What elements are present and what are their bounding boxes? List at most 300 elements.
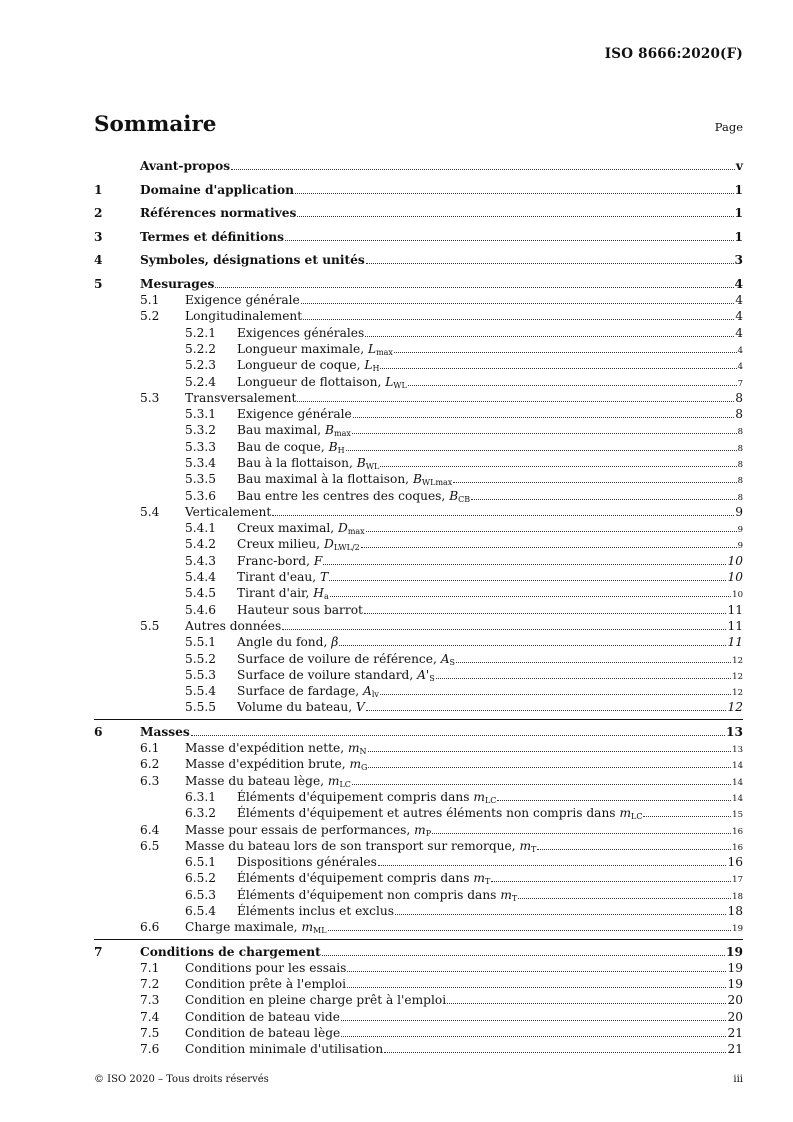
toc-entry-title: Masse pour essais de performances, $m_P$ bbox=[185, 822, 432, 838]
footer-copyright: © ISO 2020 – Tous droits réservés bbox=[94, 1074, 269, 1085]
toc-entry-number: 5.2.1 bbox=[185, 325, 217, 340]
toc-entry-title: Longueur de coque, $L_H$ bbox=[237, 358, 380, 374]
toc-entry-symbol-subscript: ML bbox=[313, 926, 327, 936]
toc-entry-number: 2 bbox=[94, 206, 103, 221]
toc-entry-number: 6.5.3 bbox=[185, 887, 217, 902]
toc-entry-symbol: B bbox=[356, 455, 366, 470]
toc-entry-symbol: m bbox=[619, 806, 631, 821]
toc-entry-symbol: B bbox=[449, 488, 459, 503]
toc-entry-number: 5.3.1 bbox=[185, 407, 217, 422]
toc-entry-number: 5.3.3 bbox=[185, 439, 217, 454]
toc-entry-title: Longueur de flottaison, $L_{WL}$ bbox=[237, 374, 407, 390]
dot-leader bbox=[297, 401, 734, 402]
toc-entry-number: 6.3.2 bbox=[185, 806, 217, 821]
toc-entry-title: Exigence générale bbox=[185, 293, 300, 308]
toc-entry-symbol-subscript: max bbox=[376, 347, 393, 357]
dot-leader bbox=[347, 971, 726, 972]
toc-entry-title: Condition en pleine charge prêt à l'emploi bbox=[185, 993, 447, 1008]
toc-entry-title: Bau de coque, $B_H$ bbox=[237, 439, 345, 455]
dot-leader bbox=[368, 751, 732, 752]
toc-entry-title: Franc-bord, F bbox=[237, 553, 323, 568]
toc-entry-number: 6.1 bbox=[140, 741, 160, 756]
toc-entry[interactable] bbox=[94, 869, 743, 885]
toc-entry-page: 11 bbox=[727, 618, 743, 633]
toc-entry-title: Surface de voilure de référence, $A_S$ bbox=[237, 651, 456, 667]
toc-entry-number: 5.3.5 bbox=[185, 472, 217, 487]
toc-entry-number: 3 bbox=[94, 229, 103, 244]
toc-entry-page: 8 bbox=[735, 407, 743, 422]
toc-entry-title: Creux maximal, $D_{max}$ bbox=[237, 521, 365, 537]
toc-entry-number: 5.4.2 bbox=[185, 537, 217, 552]
toc-entry-page: 18 bbox=[732, 891, 743, 902]
toc-entry-page: 14 bbox=[732, 793, 743, 804]
toc-entry-symbol-subscript: LC bbox=[484, 795, 497, 805]
toc-entry[interactable] bbox=[94, 600, 743, 616]
toc-entry-number: 5.5 bbox=[140, 618, 160, 633]
toc-entry[interactable] bbox=[94, 251, 743, 267]
dot-leader bbox=[518, 898, 731, 899]
toc-entry[interactable] bbox=[94, 837, 743, 853]
toc-entry-title: Éléments inclus et exclus bbox=[237, 904, 394, 918]
dot-leader bbox=[323, 564, 726, 565]
toc-entry-symbol-subscript: max bbox=[347, 527, 365, 537]
footer-page-number: iii bbox=[733, 1074, 743, 1085]
toc-entry[interactable] bbox=[94, 666, 743, 682]
dot-leader bbox=[453, 482, 736, 483]
toc-entry-title: Masse du bateau lège, $m_{LC}$ bbox=[185, 773, 351, 789]
toc-entry-title: Condition de bateau vide bbox=[185, 1009, 340, 1024]
dot-leader bbox=[346, 450, 737, 451]
toc-entry[interactable] bbox=[94, 771, 743, 787]
toc-entry-number: 6 bbox=[94, 724, 103, 739]
toc-entry-page: 11 bbox=[727, 635, 743, 650]
toc-entry[interactable] bbox=[94, 942, 743, 958]
toc-entry-page: 1 bbox=[734, 229, 743, 244]
toc-entry-page: 20 bbox=[727, 1009, 743, 1024]
toc-entry-symbol: A bbox=[363, 684, 372, 699]
toc-entry[interactable] bbox=[94, 372, 743, 388]
toc-entry-symbol: L bbox=[364, 358, 373, 373]
toc-entry-symbol-subscript: LWL/2 bbox=[333, 543, 360, 553]
toc-entry-title: Condition minimale d'utilisation bbox=[185, 1042, 384, 1057]
toc-entry-title: Mesurages bbox=[140, 276, 215, 291]
toc-entry-symbol-subscript: CB bbox=[458, 494, 471, 504]
toc-entry-title: Condition de bateau lège bbox=[185, 1026, 341, 1041]
toc-entry[interactable] bbox=[94, 649, 743, 665]
toc-entry[interactable] bbox=[94, 739, 743, 755]
toc-entry-symbol: D bbox=[338, 521, 348, 536]
toc-entry-page: 21 bbox=[727, 1042, 743, 1057]
toc-entry-page: 8 bbox=[737, 476, 743, 487]
dot-leader bbox=[380, 694, 731, 695]
toc-entry-page: 8 bbox=[737, 427, 743, 438]
toc-entry-number: 5.3.4 bbox=[185, 455, 217, 470]
page-title: Sommaire bbox=[94, 112, 217, 137]
toc-entry[interactable] bbox=[94, 340, 743, 356]
toc-entry-title: Longitudinalement bbox=[185, 309, 303, 324]
page-column-label: Page bbox=[714, 120, 743, 134]
toc-entry[interactable] bbox=[94, 535, 743, 551]
toc-entry[interactable] bbox=[94, 698, 743, 714]
toc-entry-title: Conditions de chargement bbox=[140, 944, 321, 959]
dot-leader bbox=[537, 849, 731, 850]
dot-leader bbox=[366, 710, 727, 711]
toc-entry-page: 12 bbox=[732, 688, 743, 699]
dot-leader bbox=[497, 800, 731, 801]
toc-entry-number: 6.4 bbox=[140, 822, 160, 837]
toc-entry-title: Charge maximale, $m_{ML}$ bbox=[185, 920, 327, 936]
toc-entry-number: 7.2 bbox=[140, 977, 160, 992]
dot-leader bbox=[643, 816, 731, 817]
toc-entry-page: 7 bbox=[737, 378, 743, 389]
dot-leader bbox=[380, 466, 736, 467]
toc-entry[interactable] bbox=[94, 437, 743, 453]
toc-entry-symbol-subscript: WLmax bbox=[421, 478, 453, 488]
toc-entry-number: 6.5 bbox=[140, 838, 160, 853]
toc-entry-page: 16 bbox=[727, 855, 743, 870]
toc-entry[interactable] bbox=[94, 633, 743, 649]
toc-entry-number: 7.3 bbox=[140, 993, 160, 1008]
toc-entry-page: 10 bbox=[727, 553, 743, 568]
toc-entry-number: 5.4.5 bbox=[185, 586, 217, 601]
toc-entry-symbol-subscript: H bbox=[337, 445, 345, 455]
dot-leader bbox=[364, 613, 727, 614]
toc-entry-symbol: V bbox=[355, 700, 365, 715]
toc-entry-symbol: m bbox=[414, 822, 426, 837]
toc-entry-page: 8 bbox=[737, 443, 743, 454]
toc-entry-symbol: D bbox=[324, 537, 334, 552]
dot-leader bbox=[297, 216, 733, 217]
dot-leader bbox=[432, 833, 731, 834]
toc-entry-symbol: m bbox=[473, 789, 485, 804]
toc-entry-title: Masse d'expédition nette, $m_N$ bbox=[185, 741, 367, 757]
toc-entry-symbol-subscript: S bbox=[449, 657, 456, 667]
toc-entry-number: 7.1 bbox=[140, 960, 160, 975]
toc-entry[interactable] bbox=[94, 902, 743, 918]
dot-leader bbox=[365, 336, 734, 337]
dot-leader bbox=[341, 1020, 727, 1021]
dot-leader bbox=[231, 169, 735, 170]
toc-entry-title: Surface de fardage, $A_{lv}$ bbox=[237, 684, 379, 700]
toc-entry-number: 6.6 bbox=[140, 920, 160, 935]
dot-leader bbox=[322, 955, 725, 956]
toc-entry-number: 7 bbox=[94, 944, 103, 959]
toc-entry-number: 5.4.6 bbox=[185, 602, 217, 617]
toc-entry-title: Masse d'expédition brute, $m_G$ bbox=[185, 757, 368, 773]
toc-entry[interactable] bbox=[94, 503, 743, 519]
toc-entry-number: 5.4.3 bbox=[185, 553, 217, 568]
toc-entry-page: 9 bbox=[737, 525, 743, 536]
dot-leader bbox=[191, 735, 725, 736]
toc-entry[interactable] bbox=[94, 519, 743, 535]
toc-entry-title: Conditions pour les essais bbox=[185, 960, 347, 975]
toc-entry-symbol: F bbox=[313, 553, 323, 568]
toc-entry-title: Éléments d'équipement compris dans $m_{LC}$ bbox=[237, 789, 497, 805]
toc-entry-title: Bau maximal à la flottaison, $B_{WLmax}$ bbox=[237, 472, 453, 488]
toc-entry-symbol: B bbox=[328, 439, 338, 454]
toc-entry-number: 5.2.4 bbox=[185, 374, 217, 389]
dot-leader bbox=[361, 547, 737, 548]
toc-entry-symbol: L bbox=[367, 341, 377, 356]
toc-entry-symbol: B bbox=[325, 423, 334, 438]
toc-entry-symbol: A' bbox=[417, 667, 430, 682]
toc-entry-symbol-subscript: lv bbox=[371, 690, 379, 700]
toc-entry-page: 16 bbox=[732, 826, 743, 837]
toc-entry-page: 12 bbox=[732, 655, 743, 666]
dot-leader bbox=[394, 352, 737, 353]
toc-entry[interactable] bbox=[94, 421, 743, 437]
toc-entry-page: 14 bbox=[732, 761, 743, 772]
toc-entry[interactable] bbox=[94, 1007, 743, 1023]
toc-entry-title: Exigence générale bbox=[237, 407, 352, 422]
toc-entry-page: 12 bbox=[727, 700, 743, 715]
toc-entry-number: 5.3 bbox=[140, 390, 160, 405]
toc-entry-symbol-subscript: WL bbox=[393, 380, 407, 390]
dot-leader bbox=[436, 678, 731, 679]
toc-entry[interactable] bbox=[94, 454, 743, 470]
toc-entry-title: Creux milieu, $D_{LWL/2}$ bbox=[237, 537, 360, 553]
toc-entry-symbol: m bbox=[349, 757, 362, 772]
toc-entry-title: Masse du bateau lors de son transport sur remorque, $m_T$ bbox=[185, 838, 537, 854]
dot-leader bbox=[347, 987, 726, 988]
dot-leader bbox=[352, 433, 737, 434]
toc-entry-number: 6.5.4 bbox=[185, 904, 217, 918]
toc-entry[interactable] bbox=[94, 551, 743, 567]
toc-entry-title: Termes et définitions bbox=[140, 229, 284, 244]
toc-entry[interactable] bbox=[94, 323, 743, 339]
toc-entry-page: 10 bbox=[727, 570, 743, 585]
toc-entry[interactable] bbox=[94, 1024, 743, 1040]
toc-entry-number: 6.3.1 bbox=[185, 789, 217, 804]
toc-entry[interactable] bbox=[94, 227, 743, 243]
dot-leader bbox=[380, 368, 736, 369]
toc-entry-symbol: B bbox=[412, 472, 422, 487]
toc-entry-title: Bau entre les centres des coques, $B_{CB}$ bbox=[237, 488, 471, 504]
toc-entry[interactable] bbox=[94, 180, 743, 196]
toc-entry-title: Éléments d'équipement et autres éléments non compris dans $m_{LC}$ bbox=[237, 806, 643, 822]
toc-entry-symbol: m bbox=[519, 838, 531, 853]
toc-entry-page: 1 bbox=[734, 206, 743, 221]
toc-entry[interactable] bbox=[94, 804, 743, 820]
toc-entry-title: Exigences générales bbox=[237, 325, 365, 340]
toc-entry-symbol: T bbox=[319, 570, 329, 585]
toc-entry-number: 5.3.6 bbox=[185, 488, 217, 503]
toc-entry-title: Hauteur sous barrot bbox=[237, 602, 363, 617]
toc-entry-page: 4 bbox=[735, 325, 743, 340]
toc-entry[interactable] bbox=[94, 584, 743, 600]
toc-entry-title: Condition prête à l'emploi bbox=[185, 977, 346, 992]
toc-entry-page: v bbox=[735, 159, 743, 174]
toc-entry-symbol-subscript: N bbox=[359, 747, 367, 757]
toc-entry[interactable] bbox=[94, 975, 743, 991]
toc-entry-page: 13 bbox=[726, 724, 743, 739]
toc-entry-symbol-subscript: LC bbox=[339, 779, 351, 789]
toc-entry-symbol-subscript: WL bbox=[365, 461, 380, 471]
toc-entry[interactable] bbox=[94, 853, 743, 869]
toc-entry-symbol: m bbox=[500, 887, 512, 902]
toc-entry-title: Transversalement bbox=[185, 390, 297, 405]
toc-entry-page: 20 bbox=[727, 993, 743, 1008]
toc-entry-number: 4 bbox=[94, 253, 103, 268]
toc-entry-page: 18 bbox=[727, 904, 743, 918]
toc-entry-page: 13 bbox=[732, 745, 743, 756]
toc-entry[interactable] bbox=[94, 991, 743, 1007]
toc-entry-number: 5.5.3 bbox=[185, 667, 217, 682]
toc-entry[interactable] bbox=[94, 470, 743, 486]
toc-entry[interactable] bbox=[94, 959, 743, 975]
toc-entry-page: 19 bbox=[727, 977, 743, 992]
toc-entry-symbol: L bbox=[385, 374, 394, 389]
document-id: ISO 8666:2020(F) bbox=[604, 46, 743, 62]
toc-entry-page: 9 bbox=[737, 541, 743, 552]
toc-entry-number: 5.1 bbox=[140, 293, 160, 308]
dot-leader bbox=[447, 1003, 726, 1004]
toc-entry-title: Symboles, désignations et unités bbox=[140, 253, 365, 268]
toc-entry-title: Références normatives bbox=[140, 206, 297, 221]
toc-entry-page: 8 bbox=[737, 459, 743, 470]
toc-entry-page: 19 bbox=[726, 944, 743, 959]
dot-leader bbox=[366, 531, 737, 532]
dot-leader bbox=[352, 784, 731, 785]
dot-leader bbox=[456, 662, 731, 663]
toc-entry[interactable] bbox=[94, 486, 743, 502]
toc-entry[interactable] bbox=[94, 356, 743, 372]
toc-entry[interactable] bbox=[94, 405, 743, 421]
toc-entry-title: Surface de voilure standard, $A'_S$ bbox=[237, 667, 435, 683]
toc-entry-symbol: A bbox=[440, 651, 450, 666]
toc-entry-title: Dispositions générales bbox=[237, 855, 377, 870]
toc-entry-number: 5.5.1 bbox=[185, 635, 217, 650]
toc-entry-title: Avant-propos bbox=[140, 159, 231, 174]
dot-leader bbox=[384, 1052, 726, 1053]
toc-entry-number: 5.4.4 bbox=[185, 570, 217, 585]
toc-entry-symbol-subscript: P bbox=[425, 828, 432, 838]
dot-leader bbox=[471, 499, 736, 500]
toc-entry-number: 5.2.2 bbox=[185, 341, 217, 356]
toc-entry[interactable] bbox=[94, 291, 743, 307]
toc-entry-symbol-subscript: G bbox=[361, 763, 368, 773]
toc-entry-symbol: m bbox=[327, 773, 340, 788]
toc-entry-title: Tirant d'eau, T bbox=[237, 570, 329, 585]
toc-entry-title: Éléments d'équipement non compris dans $m_T$ bbox=[237, 887, 518, 903]
dot-leader bbox=[330, 596, 731, 597]
toc-entry-number: 5.4.1 bbox=[185, 521, 217, 536]
toc-entry-page: 1 bbox=[734, 182, 743, 197]
toc-entry-number: 6.3 bbox=[140, 773, 160, 788]
toc-entry[interactable] bbox=[94, 918, 743, 934]
toc-entry-page: 17 bbox=[732, 875, 743, 886]
toc-entry[interactable] bbox=[94, 682, 743, 698]
toc-entry-title: Volume du bateau, V bbox=[237, 700, 365, 715]
toc-entry-page: 10 bbox=[732, 590, 743, 601]
toc-entry[interactable] bbox=[94, 307, 743, 323]
dot-leader bbox=[341, 1036, 726, 1037]
toc-entry-number: 7.4 bbox=[140, 1009, 160, 1024]
dot-leader bbox=[282, 629, 726, 630]
toc-entry-symbol-subscript: a bbox=[323, 592, 329, 602]
toc-entry[interactable] bbox=[94, 755, 743, 771]
toc-entry-number: 5.5.5 bbox=[185, 700, 217, 715]
dot-leader bbox=[285, 240, 734, 241]
dot-leader bbox=[395, 914, 726, 915]
toc-entry[interactable] bbox=[94, 722, 743, 738]
toc-entry-symbol-subscript: S bbox=[429, 673, 435, 683]
toc-entry-title: Domaine d'application bbox=[140, 182, 294, 197]
dot-leader bbox=[303, 319, 734, 320]
toc-entry-page: 19 bbox=[727, 960, 743, 975]
toc-entry-symbol: β bbox=[331, 635, 339, 650]
toc-entry-page: 4 bbox=[735, 309, 743, 324]
toc-entry-symbol: H bbox=[313, 586, 324, 601]
toc-entry-number: 1 bbox=[94, 182, 103, 197]
toc-entry-number: 5.4 bbox=[140, 504, 160, 519]
dot-leader bbox=[368, 767, 731, 768]
toc-entry-number: 5.5.2 bbox=[185, 651, 217, 666]
toc-entry-symbol-subscript: T bbox=[511, 893, 518, 903]
toc-entry-page: 3 bbox=[734, 253, 743, 268]
toc-entry-title: Autres données bbox=[185, 618, 282, 633]
dot-leader bbox=[301, 303, 735, 304]
toc-entry-title: Verticalement bbox=[185, 504, 272, 519]
toc-entry-page: 8 bbox=[737, 492, 743, 503]
toc-entry-number: 5.5.4 bbox=[185, 684, 217, 699]
dot-leader bbox=[378, 865, 727, 866]
toc-entry-number: 5 bbox=[94, 276, 103, 291]
toc-entry[interactable] bbox=[94, 274, 743, 290]
toc-entry[interactable] bbox=[94, 617, 743, 633]
toc-entry-number: 6.2 bbox=[140, 757, 160, 772]
dot-leader bbox=[491, 881, 731, 882]
toc-entry[interactable] bbox=[94, 568, 743, 584]
dot-leader bbox=[339, 645, 726, 646]
toc-entry-number: 5.2.3 bbox=[185, 358, 217, 373]
toc-entry[interactable] bbox=[94, 788, 743, 804]
toc-entry-number: 5.2 bbox=[140, 309, 160, 324]
section-divider bbox=[94, 939, 743, 940]
dot-leader bbox=[329, 580, 726, 581]
toc-entry-page: 4 bbox=[735, 293, 743, 308]
dot-leader bbox=[408, 385, 737, 386]
toc-entry-page: 14 bbox=[732, 777, 743, 788]
toc-entry-title: Longueur maximale, $L_{max}$ bbox=[237, 341, 393, 357]
toc-entry[interactable] bbox=[94, 820, 743, 836]
toc-entry-page: 4 bbox=[734, 276, 743, 291]
toc-entry-page: 15 bbox=[732, 810, 743, 821]
dot-leader bbox=[295, 193, 734, 194]
toc-entry-number: 5.3.2 bbox=[185, 423, 217, 438]
toc-entry-title: Bau maximal, $B_{max}$ bbox=[237, 423, 351, 439]
toc-entry-symbol-subscript: max bbox=[333, 429, 351, 439]
toc-entry-page: 4 bbox=[737, 362, 743, 373]
toc-entry-title: Angle du fond, β bbox=[237, 635, 339, 650]
dot-leader bbox=[328, 930, 732, 931]
toc-entry[interactable] bbox=[94, 157, 743, 173]
toc-entry-symbol: m bbox=[473, 871, 485, 886]
toc-entry-title: Bau à la flottaison, $B_{WL}$ bbox=[237, 455, 380, 471]
toc-entry[interactable] bbox=[94, 1040, 743, 1056]
toc-entry-page: 16 bbox=[732, 842, 743, 853]
toc-entry[interactable] bbox=[94, 204, 743, 220]
toc-entry-number: 6.5.1 bbox=[185, 855, 217, 870]
toc-entry[interactable] bbox=[94, 389, 743, 405]
dot-leader bbox=[272, 515, 734, 516]
toc-entry-page: 8 bbox=[735, 390, 743, 405]
toc-entry-title: Éléments d'équipement compris dans $m_T$ bbox=[237, 871, 491, 887]
toc-entry[interactable] bbox=[94, 885, 743, 901]
toc-entry-symbol-subscript: LC bbox=[631, 812, 643, 822]
toc-entry-symbol: m bbox=[347, 741, 360, 756]
toc-entry-page: 9 bbox=[735, 504, 743, 519]
